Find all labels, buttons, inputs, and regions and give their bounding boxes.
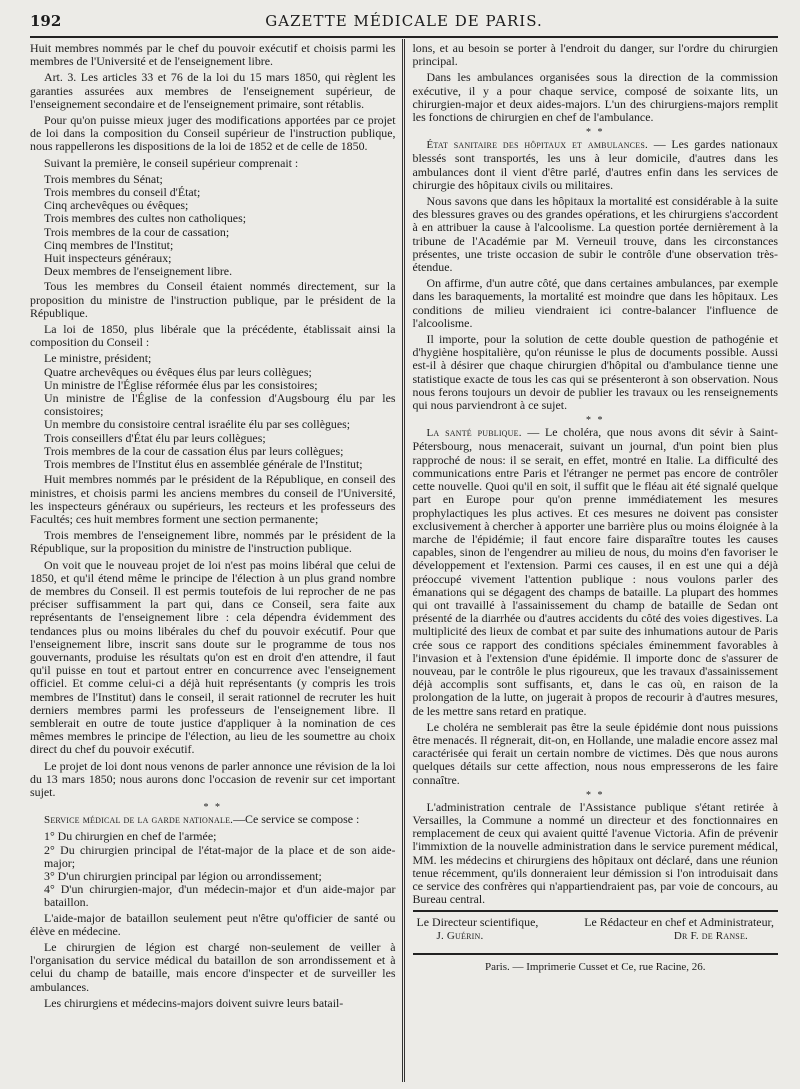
section-title: État sanitaire des hôpitaux et ambulances. [426, 139, 648, 152]
paragraph: Le chirurgien de légion est chargé non-seulement de veiller à l'organisation du service médical du bataillon de son arrondissement et à celui du champ de bataille, mais encore d'inspecter et de surveiller les ambulances. [30, 940, 396, 994]
section-separator: * * [586, 789, 605, 801]
paragraph: Le choléra ne semblerait pas être la seule épidémie dont nous puissions être menacés. Il régnerait, dit-on, en Hollande, une maladie encore assez mal caractérisée qui ferait un certain nombre de victimes. Dès que nous aurons quelques détails sur cette affection, nous nous empresserons de les faire connaître. [412, 719, 778, 787]
list-item: 2° Du chirurgien principal de l'état-major de la place et de son aide-major; [44, 842, 396, 870]
section-title: La santé publique. [426, 427, 522, 440]
list-item: Trois membres des cultes non catholiques; [44, 211, 247, 226]
paragraph: lons, et au besoin se porter à l'endroit du danger, sur l'ordre du chirurgien principal. [412, 42, 778, 69]
list-item: Trois membres de la cour de cassation; [44, 224, 230, 239]
section-title: Service médical de la garde nationale. [44, 814, 234, 827]
list-item: Un membre du consistoire central israélite élu par ses collègues; [44, 417, 351, 432]
section-text: —Ce service se compose : [233, 812, 360, 827]
left-column [30, 42, 402, 1082]
paragraph: Huit membres nommés par le chef du pouvoir exécutif et choisis parmi les membres de l'Université et de l'enseignement libre. [30, 42, 396, 69]
paragraph: La loi de 1850, plus libérale que la précédente, établissait ainsi la composition du Conseil : [30, 322, 396, 350]
columns [30, 42, 778, 1082]
list-service [30, 830, 396, 909]
paragraph: Suivant la première, le conseil supérieur comprenait : [44, 155, 299, 170]
right-column [405, 42, 779, 1082]
page-header [30, 12, 778, 38]
editor-role: Le Rédacteur en chef et Administrateur, [584, 915, 774, 930]
signature-roles [413, 916, 779, 929]
signatures [413, 910, 779, 942]
list-item: Le ministre, président; [44, 351, 152, 366]
paragraph: Dans les ambulances organisées sous la direction de la commission exécutive, il y a pour chaque service, composé de soixante lits, un chirurgien-major et deux aides-majors. L'un des chirurgiens-majors remplit les fonctions de chirurgien en chef de l'ambulance. [412, 70, 778, 125]
section-text: — Les gardes nationaux blessés sont transportés, les uns à leur domicile, d'autres dans les ambulances dont il vient d'être parlé, d'autres enfin dans les services de chirurgie des hôpitaux civils ou militaires. [412, 137, 778, 192]
list-item: Trois conseillers d'État élu par leurs collègues; [44, 430, 266, 445]
director-role: Le Directeur scientifique, [416, 915, 539, 930]
list-item: Trois membres de l'Institut élus en assemblée générale de l'Institut; [44, 457, 363, 472]
list-1850 [30, 352, 396, 471]
paragraph [413, 426, 779, 717]
list-item: 3° D'un chirurgien principal par légion ou arrondissement; [44, 868, 322, 883]
paragraph: Trois membres de l'enseignement libre, nommés par le président de la République, sur la proposition du ministre de l'instruction publique. [30, 528, 396, 556]
section-text: — Le choléra, que nous avons dit sévir à Saint-Pétersbourg, nous menacerait, suivant un journal, d'un point bien plus rapproché de nous: il se serait, en effet, montré en Italie. La difficulté des communications entre Paris et l'étranger ne permet pas encore de contrôler cette nouvelle. Quoi qu'il en soit, il suffit que le fléau ait été signalé quelque part en Europe pour qu'on prenne immédiatement les mesures prophylactiques les plus actives. Et ces mesures ne doivent pas consister exclusivement à chercher à apporter une barrière plus ou moins éloignée à la marche de l'épidémie; il faut encore faire disparaître toutes les causes capables, sinon de l'engendrer au milieu de nous, du moins d'en favoriser le développement et l'extension. Parmi ces causes, il en est une qui a déjà préoccupé vivement l'attention publique : nous voulons parler des émanations qui se dégagent des champs de bataille. La plupart des hommes qui ont travaillé à l'assainissement du champ de bataille de Sedan ont présenté de la diarrhée ou d'autres accidents du côté des voies digestives. La multiplicité des lieux de combat et par suite des inhumations autour de Paris crée sous ce rapport des conditions spéciales éminemment favorables à l'invasion et à l'extension d'une épidémie. Il importe donc de s'assurer de nouveau, par le contrôle le plus rigoureux, que les travaux d'assainissement déjà accomplis sont suffisants, et, dans le cas où, en raison de la prolongation de la lutte, on jugerait à propos de recourir à d'autres mesures, de les mettre sans retard en pratique. [412, 425, 778, 718]
paragraph: On voit que le nouveau projet de loi n'est pas moins libéral que celui de 1850, et qu'il étend même le principe de l'élection à un plus grand nombre de membres du Conseil. Il est permis toutefois de lui reprocher de ne pas préciser suffisamment la part qui, dans ce Conseil, sera faite aux représentants de l'enseignement libre : cela dépendra évidemment des tendances plus ou moins libérales du chef du pouvoir exécutif. Pour que l'enseignement libre, inscrit sans doute sur le programme de tous nos gouvernants, produise les résultats qu'on est en droit d'en attendre, il faut qu'il puisse en tout et partout entrer en concurrence avec l'enseignement officiel. Et comme celui-ci a déjà huit représentants (y compris les trois membres de l'Institut) dans le conseil, il serait rationnel de recruter les huit derniers membres parmi les professeurs de l'enseignement libre. Il semblerait en outre de toute justice d'appliquer à la nomination de ces mêmes membres le principe de l'élection, au lieu de les soumettre au choix direct du chef du pouvoir exécutif. [30, 557, 396, 757]
paragraph: On affirme, d'un autre côté, que dans certaines ambulances, par exemple dans les baraquements, la mortalité est moindre que dans les hôpitaux. Les conditions de milieu viendraient ici contre-balancer l'influence de l'alcoolisme. [412, 276, 778, 330]
printer-imprint: Paris. — Imprimerie Cusset et Ce, rue Racine, 26. [413, 953, 779, 974]
list-item: Quatre archevêques ou évêques élus par leurs collègues; [44, 364, 312, 379]
paragraph: Le projet de loi dont nous venons de parler annonce une révision de la loi du 13 mars 1850; nous aurons donc l'occasion de revenir sur cet important sujet. [30, 758, 396, 799]
section-separator: * * [586, 415, 605, 427]
paragraph: Il importe, pour la solution de cette double question de pathogénie et d'hygiène hospitalière, qu'on réunisse le plus de documents possible. Aussi est-il à désirer que chaque chirurgien d'hôpital ou d'ambulance tienne une statistique exacte de tous les cas qui se présenteront à son observation. Nous nous ferons toujours un devoir de publier les travaux ou les renseignements qui nous parviendront à ce sujet. [412, 332, 778, 413]
list-item: 1° Du chirurgien en chef de l'armée; [44, 829, 217, 844]
list-item: Cinq archevêques ou évêques; [44, 198, 189, 213]
list-item: Un ministre de l'Église réformée élus par les consistoires; [44, 377, 318, 392]
paragraph [30, 813, 396, 827]
director-name: J. Guérin. [436, 929, 484, 942]
page-number: 192 [30, 12, 62, 30]
list-item: Huit inspecteurs généraux; [44, 251, 172, 266]
section-separator: * * [586, 127, 605, 139]
list-item: Un ministre de l'Église de la confession d'Augsbourg élu par les consistoires; [44, 391, 396, 419]
list-item: Trois membres du Sénat; [44, 171, 163, 186]
journal-title: GAZETTE MÉDICALE DE PARIS. [265, 12, 543, 30]
paragraph: Les chirurgiens et médecins-majors doivent suivre leurs batail- [44, 995, 344, 1010]
list-item: Trois membres de la cour de cassation élus par leurs collègues; [44, 443, 344, 458]
list-item: Cinq membres de l'Institut; [44, 237, 174, 252]
paragraph: Pour qu'on puisse mieux juger des modifications apportées par ce projet de loi dans la composition du Conseil supérieur de l'instruction publique, nous rappellerons les dispositions de la loi de 1852 et de celle de 1850. [30, 113, 396, 154]
list-item: 4° D'un chirurgien-major, d'un médecin-major et d'un aide-major par bataillon. [44, 882, 396, 910]
paragraph: Tous les membres du Conseil étaient nommés directement, sur la proposition du ministre de l'instruction publique, par le président de la République. [30, 279, 396, 320]
paragraph: L'aide-major de bataillon seulement peut n'être qu'officier de santé ou élève en médecine. [30, 910, 396, 938]
paragraph: L'administration centrale de l'Assistance publique s'étant retirée à Versailles, la Commune a nommé un directeur et des fonctionnaires en remplacement de ceux qui avaient quitté l'avenue Victoria. Afin de prévenir l'immixtion de la nouvelle administration dans le service purement médical, MM. les médecins et chirurgiens des hôpitaux ont déclaré, dans une réunion tenue récemment, qu'ils donneraient leur démission si l'on introduisait dans ce service des confrères qui n'appartiendraient pas, par voie de concours, au Bureau central. [412, 799, 778, 907]
paragraph: Art. 3. Les articles 33 et 76 de la loi du 15 mars 1850, qui règlent les garanties assurées aux membres de l'enseignement supérieur, de l'enseignement secondaire et de l'enseignement primaire, sont rétablis. [30, 70, 396, 111]
signature-names [413, 930, 779, 943]
paragraph [413, 138, 779, 192]
list-1852 [30, 173, 396, 279]
section-separator: * * [203, 802, 222, 814]
paragraph: Nous savons que dans les hôpitaux la mortalité est considérable à la suite des blessures graves ou des grandes opérations, et les chirurgiens s'accordent à en attribuer la cause à l'alcoolisme. La question portée dernièrement à la tribune de l'Académie par M. Verneuil trouve, dans les circonstances présentes, une triste occasion de subir le contrôle d'une observation très-étendue. [412, 194, 778, 275]
editor-name: Dr F. de Ranse. [673, 929, 748, 942]
list-item: Deux membres de l'enseignement libre. [44, 264, 233, 279]
list-item: Trois membres du conseil d'État; [44, 185, 201, 200]
paragraph: Huit membres nommés par le président de la République, en conseil des ministres, et choisis parmi les anciens membres du conseil de l'Université, les inspecteurs généraux ou supérieurs, les recteurs et les professeurs des Facultés; ces huit membres forment une section permanente; [30, 472, 396, 526]
